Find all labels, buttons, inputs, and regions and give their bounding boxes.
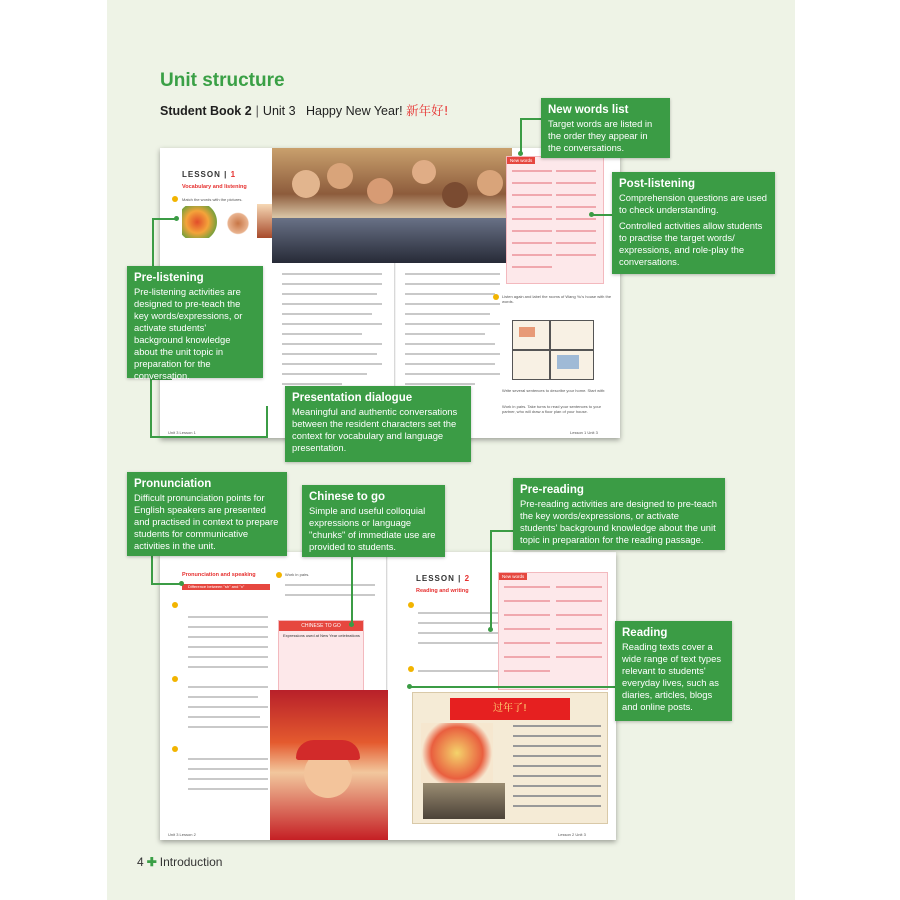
- reading-section-title: Reading and writing: [416, 588, 469, 594]
- connector-line: [520, 118, 522, 154]
- callout-body: Meaningful and authentic conversations between the resident characters set the context for vocabulary and language presentation.: [292, 406, 458, 454]
- callout-title: Pronunciation: [134, 478, 212, 490]
- page-footer-right: Lesson 1 Unit 3: [570, 430, 598, 435]
- new-words-panel: [506, 156, 604, 284]
- page-title: Unit structure: [160, 70, 285, 91]
- connector-line: [351, 555, 353, 625]
- listen-instruction: Listen again and label the rooms of Wang Yu's house with the words.: [502, 294, 612, 305]
- connector-line: [266, 406, 268, 436]
- callout-chinese-to-go: [302, 485, 445, 557]
- unit-label: Unit 3: [262, 104, 296, 118]
- callout-title: Presentation dialogue: [292, 392, 413, 404]
- page-subtitle: [160, 101, 449, 119]
- family-photo: [272, 148, 512, 263]
- callout-body: Target words are listed in the order they appear in the conversations.: [548, 118, 653, 154]
- chinese-to-go-header: CHINESE TO GO: [279, 621, 363, 631]
- book-spread-lesson-2: [160, 552, 616, 840]
- connector-dot: [589, 212, 594, 217]
- teapot-picture: [222, 208, 254, 236]
- callout-body: Pre-reading activities are designed to pre-teach the key words/expressions, or activate students' background knowledge about the unit topic in preparation for the reading passage.: [520, 498, 717, 546]
- callout-pre-reading: [513, 478, 725, 550]
- child-new-year-photo: [270, 690, 388, 840]
- chinese-to-go-panel: [278, 620, 364, 692]
- new-words-tab: New words: [499, 573, 527, 580]
- callout-post-listening: [612, 172, 775, 274]
- work-pairs-instruction: Work in pairs.: [285, 572, 310, 577]
- connector-line: [490, 530, 492, 630]
- page-footer: [137, 855, 222, 869]
- new-words-panel: [498, 572, 608, 690]
- connector-line: [150, 378, 152, 436]
- connector-dot: [174, 216, 179, 221]
- callout-body: Simple and useful colloquial expressions or language "chunks" of immediate use are provided to students.: [309, 505, 436, 553]
- floor-plan-picture: [512, 320, 594, 380]
- connector-line: [592, 214, 612, 216]
- callout-pre-listening: [127, 266, 263, 382]
- audio-icon: [408, 602, 414, 608]
- callout-pronunciation: [127, 472, 287, 556]
- write-instruction: Write several sentences to describe your home. Start with:: [502, 388, 606, 393]
- page-footer-right: Lesson 2 Unit 3: [558, 832, 586, 837]
- connector-line: [490, 530, 514, 532]
- page-number: 4: [137, 855, 144, 869]
- connector-line: [151, 583, 181, 585]
- callout-new-words-list: [541, 98, 670, 158]
- connector-line: [152, 218, 176, 220]
- subtitle-separator: |: [255, 104, 259, 118]
- callout-body: Pre-listening activities are designed to pre-teach the key words/expressions, or activate students' background knowledge about the unit topic in preparation for the conversation.: [134, 286, 243, 382]
- callout-title: Pre-listening: [134, 272, 204, 284]
- chinese-to-go-subtitle: Expressions used at New Year celebrations: [283, 633, 360, 638]
- audio-icon: [276, 572, 282, 578]
- pair-work-instruction: Work in pairs. Take turns to read your sentences to your partner, who will draw a floor plan of your house.: [502, 404, 602, 415]
- connector-dot: [518, 151, 523, 156]
- audio-icon: [493, 294, 499, 300]
- page-footer-left: Unit 3 Lesson 1: [168, 430, 196, 435]
- unit-title: Happy New Year!: [306, 104, 403, 118]
- connector-line: [150, 436, 268, 438]
- callout-body: Reading texts cover a wide range of text types relevant to students' everyday lives, such as diaries, articles, blogs and online posts.: [622, 641, 722, 713]
- section-title: Vocabulary and listening: [182, 184, 247, 190]
- connector-dot: [407, 684, 412, 689]
- pronunciation-bar-text: Difference between "sh" and "x": [188, 584, 245, 589]
- book-name: Student Book 2: [160, 104, 252, 118]
- callout-title: Pre-reading: [520, 484, 584, 496]
- plus-icon: ✚: [146, 855, 157, 869]
- callout-title: Chinese to go: [309, 491, 386, 503]
- page-footer-left: Unit 3 Lesson 2: [168, 832, 196, 837]
- audio-icon: [172, 196, 178, 202]
- connector-dot: [488, 627, 493, 632]
- audio-icon: [172, 746, 178, 752]
- callout-body: Difficult pronunciation points for English speakers are presented and practised in context to prepare students for communicative activities in the unit.: [134, 492, 279, 552]
- unit-title-chinese: 新年好!: [406, 103, 449, 118]
- audio-icon: [408, 666, 414, 672]
- audio-icon: [172, 602, 178, 608]
- connector-dot: [349, 622, 354, 627]
- connector-line: [152, 218, 154, 266]
- callout-body: Comprehension questions are used to check understanding.: [619, 192, 768, 216]
- callout-presentation-dialogue: [285, 386, 471, 462]
- callout-title: New words list: [548, 104, 629, 116]
- new-words-tab: New words: [507, 157, 535, 164]
- lesson-2-heading: LESSON | 2: [416, 574, 471, 583]
- pronunciation-section-title: Pronunciation and speaking: [182, 572, 256, 578]
- connector-line: [151, 553, 153, 583]
- connector-line: [521, 118, 541, 120]
- connector-dot: [179, 581, 184, 586]
- lesson-heading: LESSON | 1: [182, 170, 237, 179]
- footer-label: Introduction: [159, 855, 223, 869]
- callout-reading: [615, 621, 732, 721]
- connector-line: [410, 686, 615, 688]
- callout-title: Post-listening: [619, 178, 696, 190]
- callout-body-2: Controlled activities allow students to practise the target words/ expressions, and role-play the conversations.: [619, 220, 763, 268]
- fruit-picture: [182, 206, 220, 238]
- instruction-text: Match the words with the pictures.: [182, 197, 243, 202]
- audio-icon: [172, 676, 178, 682]
- new-year-couplet-banner: 过年了!: [450, 698, 570, 720]
- callout-title: Reading: [622, 627, 668, 639]
